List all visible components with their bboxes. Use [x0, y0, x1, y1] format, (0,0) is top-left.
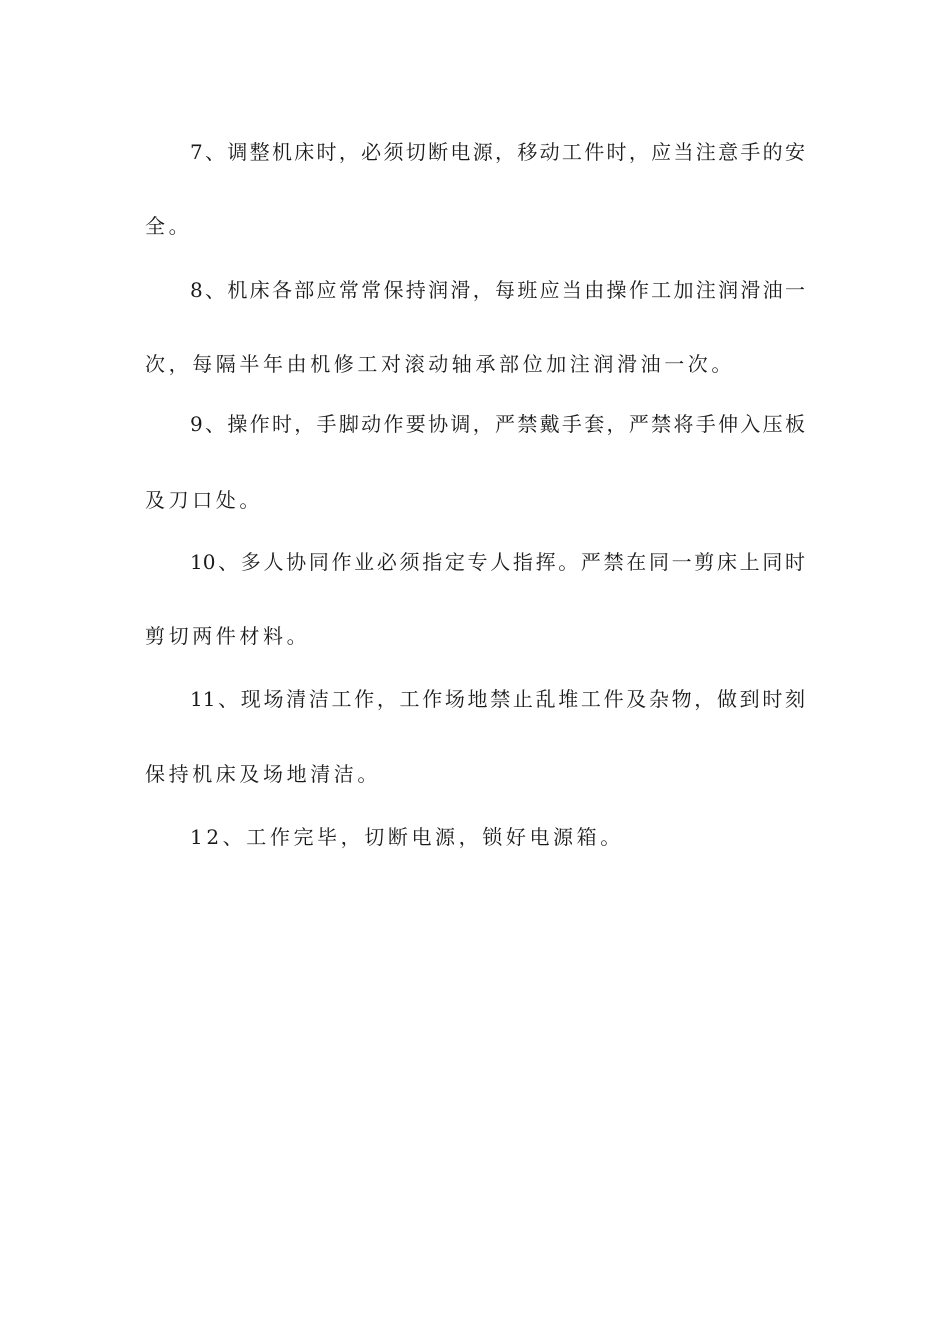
- paragraph-11-line-1: 11、现场清洁工作，工作场地禁止乱堆工件及杂物，做到时刻: [190, 687, 805, 711]
- paragraph-8-line-1: 8、机床各部应常常保持润滑，每班应当由操作工加注润滑油一: [190, 278, 805, 302]
- paragraph-10-line-1: 10、多人协同作业必须指定专人指挥。严禁在同一剪床上同时: [190, 550, 805, 574]
- paragraph-11-line-2: 保持机床及场地清洁。: [145, 762, 381, 786]
- paragraph-8-line-2: 次，每隔半年由机修工对滚动轴承部位加注润滑油一次。: [145, 352, 735, 376]
- paragraph-9-line-1: 9、操作时，手脚动作要协调，严禁戴手套，严禁将手伸入压板: [190, 412, 805, 436]
- paragraph-7-line-1: 7、调整机床时，必须切断电源，移动工件时，应当注意手的安: [190, 140, 805, 164]
- paragraph-10-line-2: 剪切两件材料。: [145, 624, 311, 648]
- paragraph-12-line-1: 12、工作完毕，切断电源，锁好电源箱。: [190, 825, 624, 849]
- paragraph-9-line-2: 及刀口处。: [145, 488, 263, 512]
- paragraph-7-line-2: 全。: [145, 214, 193, 238]
